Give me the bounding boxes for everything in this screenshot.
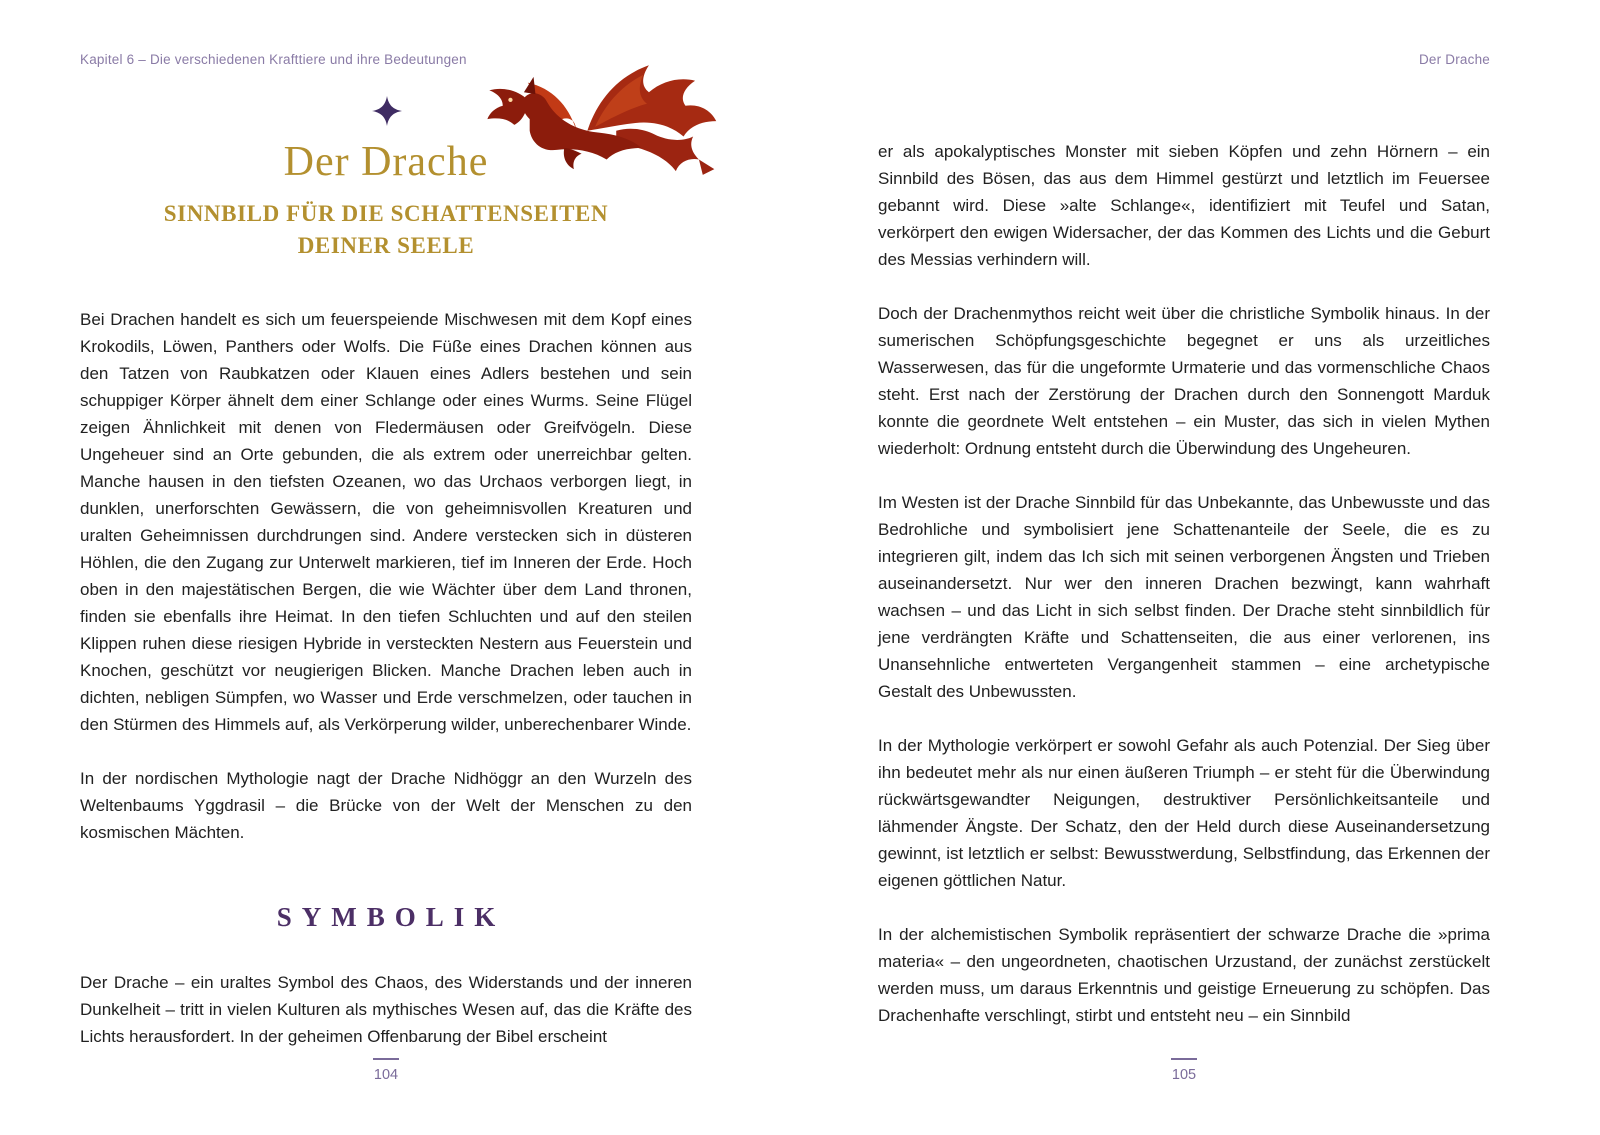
chapter-subtitle [80,198,692,262]
page-number-rule [373,1058,399,1060]
subtitle-line-2: DEINER SEELE [297,233,475,259]
page-number-rule [1171,1058,1197,1060]
section-heading: SYMBOLIK [276,902,506,933]
paragraph: Bei Drachen handelt es sich um feuerspeiende Mischwesen mit dem Kopf eines Krokodils, Löwen, Panthers oder Wolfs. Die Füße eines Drachen können aus den Tatzen von Raubkatzen oder Klauen eines Adlers bestehen und sein schuppiger Körper ähnelt dem einer Schlange oder eines Wurms. Seine Flügel zeigen Ähnlichkeit mit denen von Fledermäusen oder Greifvögeln. Diese Ungeheuer sind an Orte gebunden, die als extrem oder unerreichbar gelten. Manche hausen in den tiefsten Ozeanen, wo das Urchaos verborgen liegt, in dunklen, unerforschten Gewässern, die von geheimnisvollen Kreaturen und uralten Geheimnissen durchdrungen sind. Andere verstecken sich in düsteren Höhlen, die den Zugang zur Unterwelt markieren, tief im Inneren der Erde. Hoch oben in den majestätischen Bergen, die wie Wächter über dem Land thronen, finden sie ebenfalls ihre Heimat. In den tiefen Schluchten und auf den steilen Klippen ruhen diese riesigen Hybride in versteckten Nestern aus Feuerstein und Knochen, geschützt vor neugierigen Blicken. Manche Drachen leben auch in dichten, nebligen Sümpfen, wo Wasser und Erde verschmelzen, oder tauchen in den Stürmen des Himmels auf, als Verkörperung wilder, unberechenbarer Winde. [80,310,692,735]
page-number-value: 104 [373,1067,399,1083]
sparkle-icon [372,96,402,126]
running-header-left: Kapitel 6 – Die verschiedenen Krafttiere und ihre Bedeutungen [80,52,467,67]
paragraph: er als apokalyptisches Monster mit sieben Köpfen und zehn Hörnern – ein Sinnbild des Bösen, das aus dem Himmel gestürzt und letztlich im Feuersee gebannt wird. Diese »alte Schlange«, identifiziert mit Teufel und Satan, verkörpert den ewigen Widersacher, der das Kommen des Lichts und die Geburt des Messias verhindern will. [878,142,1490,269]
chapter-title: Der Drache [283,139,489,185]
paragraph: Im Westen ist der Drache Sinnbild für das Unbekannte, das Unbewusste und das Bedrohliche und symbolisiert jene Schattenanteile der Seele, die es zu integrieren gilt, indem das Ich sich mit seinen verborgenen Ängsten und Trieben auseinandersetzt. Nur wer den inneren Drachen bezwingt, kann wahrhaft wachsen – und das Licht in sich selbst finden. Der Drache steht sinnbildlich für jene verdrängten Kräfte und Schattenseiten, die aus einer verlorenen, ins Unansehnliche entwerteten Vergangenheit stammen – eine archetypische Gestalt des Unbewussten. [878,493,1490,701]
paragraph: In der alchemistischen Symbolik repräsentiert der schwarze Drache die »prima materia« – den ungeordneten, chaotischen Urzustand, der zunächst zerstückelt werden muss, um daraus Erkenntnis und geistige Erneuerung zu schöpfen. Das Drachenhafte verschlingt, stirbt und entsteht neu – ein Sinnbild [878,925,1490,1025]
page-number-left [80,1058,692,1083]
paragraph: Doch der Drachenmythos reicht weit über die christliche Symbolik hinaus. In der sumerischen Schöpfungsgeschichte begegnet er uns als urzeitliches Wasserwesen, das für die ungeformte Urmaterie und das vormenschliche Chaos steht. Erst nach der Zerstörung der Drachen durch den Sonnengott Marduk konnte die geordnete Welt entstehen – ein Muster, das sich in vielen Mythen wiederholt: Ordnung entsteht durch die Überwindung des Ungeheuren. [878,304,1490,458]
page-right [878,0,1490,1135]
page-number-right [878,1058,1490,1083]
paragraph: Der Drache – ein uraltes Symbol des Chaos, des Widerstands und der inneren Dunkelheit – tritt in vielen Kulturen als mythisches Wesen auf, das die Kräfte des Lichts herausfordert. In der geheimen Offenbarung der Bibel erscheint [80,973,692,1047]
subtitle-line-1: SINNBILD FÜR DIE SCHATTENSEITEN [163,201,609,227]
dragon-illustration [472,54,722,192]
running-header-right: Der Drache [1418,52,1490,67]
page-number-value: 105 [1171,1067,1197,1083]
paragraph: In der nordischen Mythologie nagt der Drache Nidhöggr an den Wurzeln des Weltenbaums Yggdrasil – die Brücke von der Welt der Menschen zu den kosmischen Mächten. [80,769,692,843]
paragraph: In der Mythologie verkörpert er sowohl Gefahr als auch Potenzial. Der Sieg über ihn bedeutet mehr als nur einen äußeren Triumph – er steht für die Überwindung rückwärtsgewandter Neigungen, destruktiver Persönlichkeitsanteile und lähmender Ängste. Der Schatz, den der Held durch diese Auseinandersetzung gewinnt, ist letztlich er selbst: Bewusstwerdung, Selbstfindung, das Erkennen der eigenen göttlichen Natur. [878,736,1490,890]
page-left [80,0,692,1135]
